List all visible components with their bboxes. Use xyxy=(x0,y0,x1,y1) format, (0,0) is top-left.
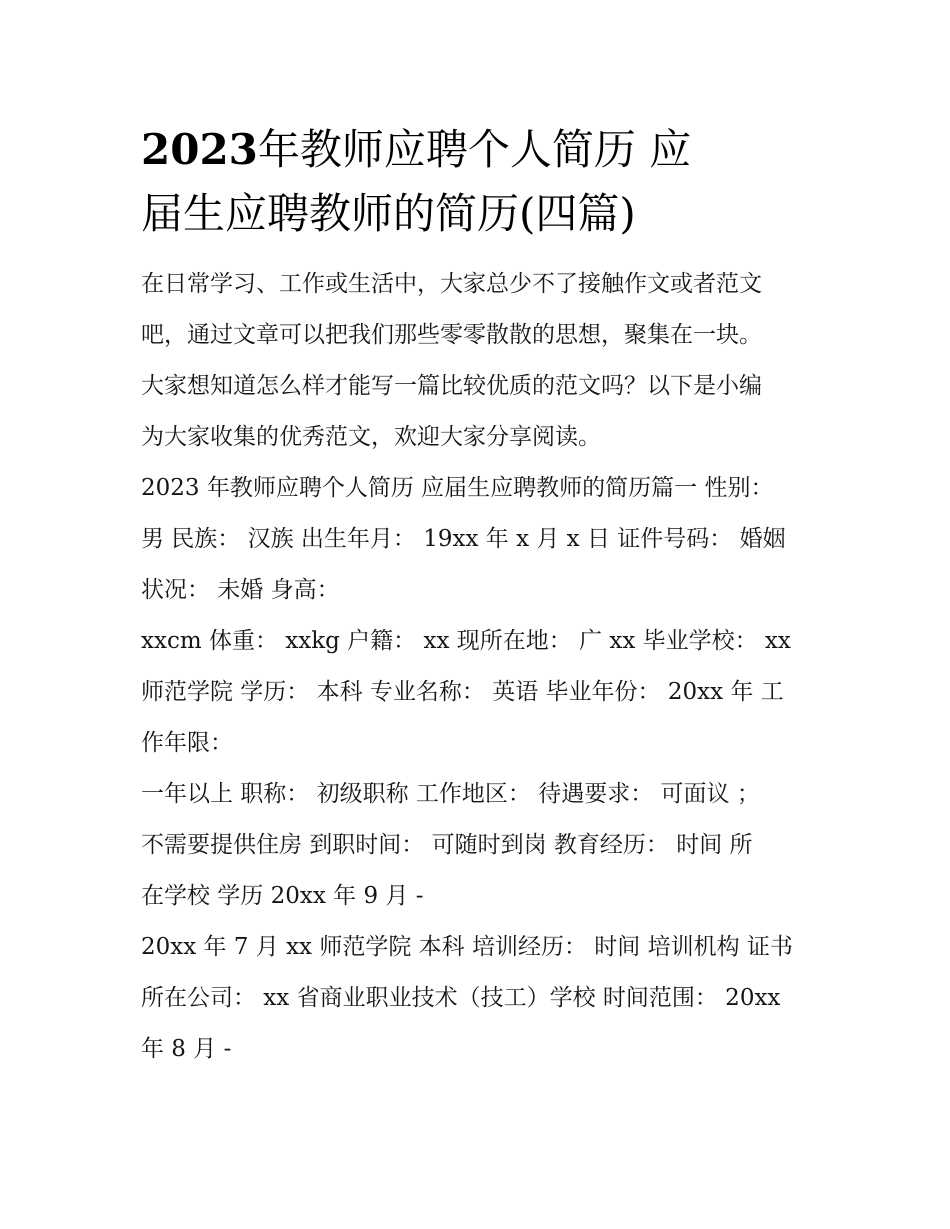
paragraph-line: 大家想知道怎么样才能写一篇比较优质的范文吗？以下是小编 xyxy=(141,373,762,399)
paragraph-line: 在日常学习、工作或生活中，大家总少不了接触作文或者范文 xyxy=(141,271,762,297)
title-year: 2023 xyxy=(141,125,258,174)
paragraph-line: xxcm 体重： xxkg 户籍： xx 现所在地： 广 xx 毕业学校： xx xyxy=(141,628,791,654)
title-line-2: 届生应聘教师的简历(四篇) xyxy=(141,189,636,238)
paragraph-line: 一年以上 职称： 初级职称 工作地区： 待遇要求： 可面议 ； xyxy=(141,781,760,807)
paragraph-line: 吧，通过文章可以把我们那些零零散散的思想，聚集在一块。 xyxy=(141,322,762,348)
paragraph-resume-basic xyxy=(141,463,813,616)
document-title xyxy=(141,118,813,246)
paragraph-line: 不需要提供住房 到职时间： 可随时到岗 教育经历： 时间 所 xyxy=(141,832,753,858)
paragraph-line: 为大家收集的优秀范文，欢迎大家分享阅读。 xyxy=(141,424,601,450)
paragraph-line: 师范学院 学历： 本科 专业名称： 英语 毕业年份： 20xx 年 工 xyxy=(141,679,784,705)
paragraph-line: 作年限： xyxy=(141,730,233,756)
document-body xyxy=(141,259,813,1075)
paragraph-line: 年 8 月 - xyxy=(141,1036,232,1062)
paragraph-line: 男 民族： 汉族 出生年月： 19xx 年 x 月 x 日 证件号码： 婚姻 xyxy=(141,526,786,552)
paragraph-resume-details xyxy=(141,616,813,769)
title-line-1 xyxy=(141,118,813,182)
title-line-1-text: 年教师应聘个人简历 应 xyxy=(257,125,692,174)
document-content xyxy=(141,118,813,1075)
paragraph-intro xyxy=(141,259,813,463)
paragraph-line: 2023 年教师应聘个人简历 应届生应聘教师的简历篇一 性别： xyxy=(141,475,774,501)
paragraph-line: 所在公司： xx 省商业职业技术（技工）学校 时间范围： 20xx xyxy=(141,985,781,1011)
paragraph-resume-training xyxy=(141,922,813,1075)
paragraph-line: 状况： 未婚 身高： xyxy=(141,577,340,603)
paragraph-resume-experience xyxy=(141,769,813,922)
paragraph-line: 在学校 学历 20xx 年 9 月 - xyxy=(141,883,424,909)
paragraph-line: 20xx 年 7 月 xx 师范学院 本科 培训经历： 时间 培训机构 证书 xyxy=(141,934,793,960)
